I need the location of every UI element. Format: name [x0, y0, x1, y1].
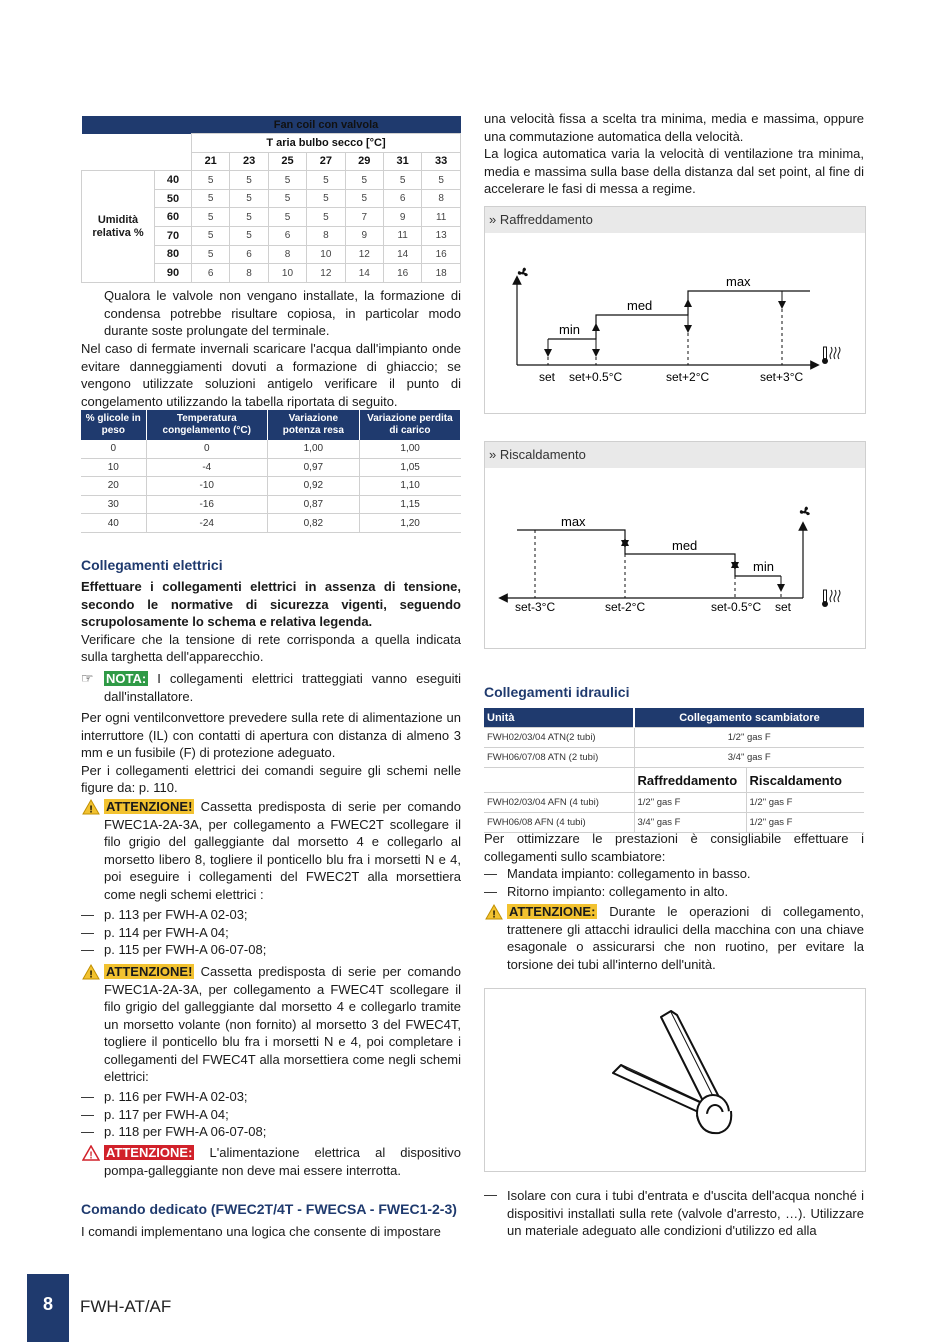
table1-cell: 5	[307, 208, 345, 227]
table1-cell: 5	[230, 227, 268, 246]
table1-cell: 5	[422, 171, 461, 190]
page-number-tab	[27, 1274, 69, 1342]
table1-col-header: 25	[268, 152, 306, 171]
heat-tick-set: set	[775, 600, 792, 614]
table2-header: % glicole in peso	[81, 410, 146, 440]
warning-triangle-icon	[485, 904, 503, 920]
table1-cell: 5	[345, 171, 383, 190]
table2-header: Variazione perdita di carico	[359, 410, 460, 440]
table1-cell: 5	[268, 171, 306, 190]
cool-level-med: med	[627, 298, 653, 313]
table2-cell: 0	[81, 440, 146, 458]
table1-cell: 5	[230, 208, 268, 227]
table2-cell: -4	[146, 458, 267, 477]
glycol-table	[81, 410, 461, 533]
table1-row-label: Umidità relativa %	[82, 171, 155, 283]
voltage-paragraph: Verificare che la tensione di rete corrisponda a quella indicata sulla targhetta dell'apparecchio.	[81, 631, 461, 664]
table-row	[81, 458, 461, 477]
list-item: — p. 113 per FWH-A 02-03;	[81, 907, 248, 922]
warning1-label: ATTENZIONE!	[106, 799, 193, 814]
table1-col-header: 31	[383, 152, 421, 171]
condensation-table	[81, 116, 461, 283]
cool-level-min: min	[559, 322, 580, 337]
table1-cell: 8	[230, 264, 268, 283]
table1-cell: 5	[192, 171, 230, 190]
warning1-paragraph: ATTENZIONE! Cassetta predisposta di serie per comando FWEC1A-2A-3A, per collegamento a FWEC2T scollegare il filo grigio del galleggiante dal morsetto 4 e collegarlo al morsetto libero 8, togliere il ponticello blu fra i morsetti N e 4, poi eseguire i collegamenti del FWEC2T alla morsettiera come negli schemi elettrici :	[104, 799, 461, 902]
table-row	[81, 440, 461, 458]
hydraulic-heading: Collegamenti idraulici	[484, 684, 630, 700]
switch-paragraph: Per ogni ventilconvettore prevedere sulla rete di alimentazione un interruttore (IL) con contatti di apertura con distanza di almeno 3 mm e un fusibile (F) di protezione adeguato.	[81, 710, 461, 760]
svg-text:!: !	[89, 969, 93, 980]
table2-cell: 30	[81, 495, 146, 514]
table1-col-header: 29	[345, 152, 383, 171]
speed-paragraph-1: una velocità fissa a scelta tra minima, media e massima, oppure una commutazione automatica della velocità.	[484, 111, 864, 144]
table2-cell: 0,87	[267, 495, 359, 514]
connections-table: Unità Collegamento scambiatore FWH02/03/04 ATN(2 tubi) 1/2" gas F FWH06/07/08 ATN (2 tubi) 3/4" gas F Raffreddamento Riscaldamento FWH02/03/04 AFN (4 tubi) 1/2" gas F 1/2" gas F FWH06/08 AFN (4 tubi) 3/4" gas F 1/2" gas F	[484, 708, 864, 833]
thermometer-icon	[822, 590, 840, 607]
table1-cell: 9	[345, 227, 383, 246]
table1-cell: 9	[383, 208, 421, 227]
nota-paragraph: NOTA: I collegamenti elettrici tratteggiati vanno eseguiti dall'installatore.	[104, 671, 461, 704]
table2-cell: 1,00	[359, 440, 460, 458]
comandi-paragraph: Per i collegamenti elettrici dei comandi seguire gli schemi nelle figure da: p. 110.	[81, 762, 461, 795]
table1-cell: 5	[192, 227, 230, 246]
table2-cell: 1,15	[359, 495, 460, 514]
cooling-diagram-title: » Raffreddamento	[485, 207, 865, 233]
table1-cell: 16	[422, 245, 461, 264]
hand-pointer-icon: ☞	[81, 670, 94, 686]
table1-cell: 8	[268, 245, 306, 264]
svg-text:!: !	[492, 909, 496, 920]
table1-subtitle: T aria bulbo secco [°C]	[192, 134, 461, 153]
table2-cell: 1,05	[359, 458, 460, 477]
optimize-paragraph: Per ottimizzare le prestazioni è consigliabile effettuare i collegamenti sullo scambiatore:	[484, 831, 864, 864]
warning-triangle-icon	[82, 799, 100, 815]
hydraulic-warning: ATTENZIONE: Durante le operazioni di collegamento, trattenere gli attacchi idraulici della macchina con una chiave esagonale o assicurarsi che non ruotino, per evitare la torsione dei tubi all'interno dell'unità.	[507, 904, 864, 972]
table2-cell: 1,00	[267, 440, 359, 458]
footer-model: FWH-AT/AF	[80, 1297, 172, 1316]
table1-cell: 10	[268, 264, 306, 283]
list-item: — p. 115 per FWH-A 06-07-08;	[81, 942, 267, 957]
electrical-warning-bold: Effettuare i collegamenti elettrici in assenza di tensione, secondo le normative di sicurezza vigenti, seguendo scrupolosamente lo schema e relativa legenda.	[81, 579, 461, 629]
table-row	[82, 171, 461, 190]
table3-cooling-header: Raffreddamento	[634, 768, 746, 793]
electrical-heading: Collegamenti elettrici	[81, 557, 223, 573]
fan-icon	[518, 268, 528, 277]
table2-cell: -16	[146, 495, 267, 514]
list-item: — p. 116 per FWH-A 02-03;	[81, 1089, 248, 1104]
nota-label: NOTA:	[106, 671, 147, 686]
table1-row-header: 80	[155, 245, 192, 264]
table2-cell: 0	[146, 440, 267, 458]
table1-cell: 5	[192, 208, 230, 227]
table1-row-header: 90	[155, 264, 192, 283]
table1-cell: 6	[230, 245, 268, 264]
table1-cell: 12	[307, 264, 345, 283]
table1-cell: 10	[307, 245, 345, 264]
table3-heating-header: Riscaldamento	[746, 768, 864, 793]
table1-cell: 5	[345, 189, 383, 208]
table-row	[81, 477, 461, 496]
cool-tick-3: set+3°C	[760, 370, 804, 384]
list-item: — Ritorno impianto: collegamento in alto.	[484, 883, 729, 899]
fan-icon	[800, 507, 810, 516]
table1-row-header: 40	[155, 171, 192, 190]
speed-paragraph-2: La logica automatica varia la velocità di ventilazione tra minima, media e massima sulla base della distanza dal set point, al fine di accelerare le fasi di messa a regime.	[484, 146, 864, 196]
table2-cell: -10	[146, 477, 267, 496]
table1-cell: 6	[192, 264, 230, 283]
svg-text:!: !	[89, 1150, 93, 1161]
valves-paragraph: Qualora le valvole non vengano installate, la formazione di condensa potrebbe risultare copiosa, in particolar modo durante soste prolungate del terminale.	[104, 288, 461, 338]
table1-cell: 8	[422, 189, 461, 208]
danger-triangle-icon	[82, 1145, 100, 1161]
cooling-chart	[485, 235, 865, 413]
table1-cell: 7	[345, 208, 383, 227]
table2-header: Temperatura congelamento (°C)	[146, 410, 267, 440]
table1-cell: 6	[383, 189, 421, 208]
heat-tick-3: set-3°C	[515, 600, 556, 614]
table1-row-header: 50	[155, 189, 192, 208]
winter-paragraph: Nel caso di fermate invernali scaricare l'acqua dall'impianto onde evitare danneggiamenti dovuti a formazione di ghiaccio; se vengono utilizzate soluzioni antigelo verificare il punto di congelamento utilizzando la tabella riportata di seguito.	[81, 341, 461, 409]
table1-cell: 11	[383, 227, 421, 246]
table2-cell: 0,97	[267, 458, 359, 477]
wrench-icon	[485, 989, 865, 1171]
list-item: — Mandata impianto: collegamento in basso.	[484, 866, 751, 881]
svg-text:!: !	[89, 804, 93, 815]
table2-cell: 40	[81, 514, 146, 533]
heat-tick-2: set-2°C	[605, 600, 646, 614]
table2-cell: 10	[81, 458, 146, 477]
warning2-label: ATTENZIONE!	[106, 964, 193, 979]
table2-cell: 20	[81, 477, 146, 496]
table1-cell: 12	[345, 245, 383, 264]
table1-cell: 16	[383, 264, 421, 283]
table1-cell: 8	[307, 227, 345, 246]
cool-tick-2: set+2°C	[666, 370, 710, 384]
danger-paragraph: ATTENZIONE: L'alimentazione elettrica al dispositivo pompa-galleggiante non deve mai essere interrotta.	[104, 1145, 461, 1178]
table1-row-header: 60	[155, 208, 192, 227]
comando-heading: Comando dedicato (FWEC2T/4T - FWECSA - FWEC1-2-3)	[81, 1201, 457, 1217]
table3-coll-header: Collegamento scambiatore	[634, 708, 864, 728]
table1-cell: 11	[422, 208, 461, 227]
heat-level-med: med	[672, 538, 698, 553]
table1-cell: 13	[422, 227, 461, 246]
heating-chart	[485, 470, 865, 648]
table-row	[81, 495, 461, 514]
table1-cell: 5	[307, 171, 345, 190]
page-list-2t	[81, 906, 461, 959]
table1-col-header: 21	[192, 152, 230, 171]
hydraulic-list	[484, 865, 864, 900]
table2-cell: 0,82	[267, 514, 359, 533]
heating-diagram-title: » Riscaldamento	[485, 442, 865, 468]
thermometer-icon	[822, 347, 840, 364]
table1-cell: 5	[268, 208, 306, 227]
table1-cell: 5	[192, 189, 230, 208]
list-item: — p. 118 per FWH-A 06-07-08;	[81, 1124, 267, 1139]
table1-cell: 5	[192, 245, 230, 264]
comando-paragraph: I comandi implementano una logica che consente di impostare	[81, 1224, 441, 1239]
warning-triangle-icon	[82, 964, 100, 980]
table1-cell: 5	[268, 189, 306, 208]
table2-header: Variazione potenza resa	[267, 410, 359, 440]
table1-col-header: 33	[422, 152, 461, 171]
table1-cell: 5	[307, 189, 345, 208]
table2-cell: 1,20	[359, 514, 460, 533]
table1-cell: 14	[383, 245, 421, 264]
table1-title: Fan coil con valvola	[192, 116, 461, 134]
page-list-4t	[81, 1088, 461, 1141]
table1-cell: 6	[268, 227, 306, 246]
cool-tick-set: set	[539, 370, 556, 384]
table1-cell: 18	[422, 264, 461, 283]
cool-tick-05: set+0.5°C	[569, 370, 623, 384]
table2-cell: 0,92	[267, 477, 359, 496]
list-item: — p. 114 per FWH-A 04;	[81, 924, 229, 940]
table1-cell: 5	[383, 171, 421, 190]
hydraulic-warning-label: ATTENZIONE:	[509, 904, 596, 919]
table1-cell: 5	[230, 171, 268, 190]
table3-unit-header: Unità	[484, 708, 634, 728]
wrench-illustration	[484, 988, 866, 1172]
table2-cell: 1,10	[359, 477, 460, 496]
list-item: — p. 117 per FWH-A 04;	[81, 1106, 229, 1122]
heat-tick-05: set-0.5°C	[711, 600, 762, 614]
cooling-diagram	[484, 206, 866, 414]
cool-level-max: max	[726, 274, 751, 289]
table1-cell: 5	[230, 189, 268, 208]
table1-cell: 14	[345, 264, 383, 283]
table-row	[81, 514, 461, 533]
isolate-paragraph: Isolare con cura i tubi d'entrata e d'uscita dell'acqua nonché i dispositivi installati sulla rete (valvole d'arresto, …). Utilizzare un materiale adeguato alle condizioni d'utilizzo ed alla	[507, 1188, 864, 1238]
table2-cell: -24	[146, 514, 267, 533]
heating-diagram	[484, 441, 866, 649]
heat-level-min: min	[753, 559, 774, 574]
page-number: 8	[42, 1294, 53, 1314]
heat-level-max: max	[561, 514, 586, 529]
danger-label: ATTENZIONE:	[106, 1145, 193, 1160]
warning2-paragraph: ATTENZIONE! Cassetta predisposta di serie per comando FWEC1A-2A-3A, per collegamento a FWEC4T scollegare il filo grigio del galleggiante dal morsetto 4 e collegarlo tramite un morsetto volante (non fornito) al morsetto 3 del FWEC4T, togliere il ponticello blu fra i morsetti N e 4, poi completare i collegamenti del FWEC4T alla morsettiera come negli schemi elettrici:	[104, 964, 461, 1084]
table1-col-header: 23	[230, 152, 268, 171]
table1-row-header: 70	[155, 227, 192, 246]
table1-col-header: 27	[307, 152, 345, 171]
